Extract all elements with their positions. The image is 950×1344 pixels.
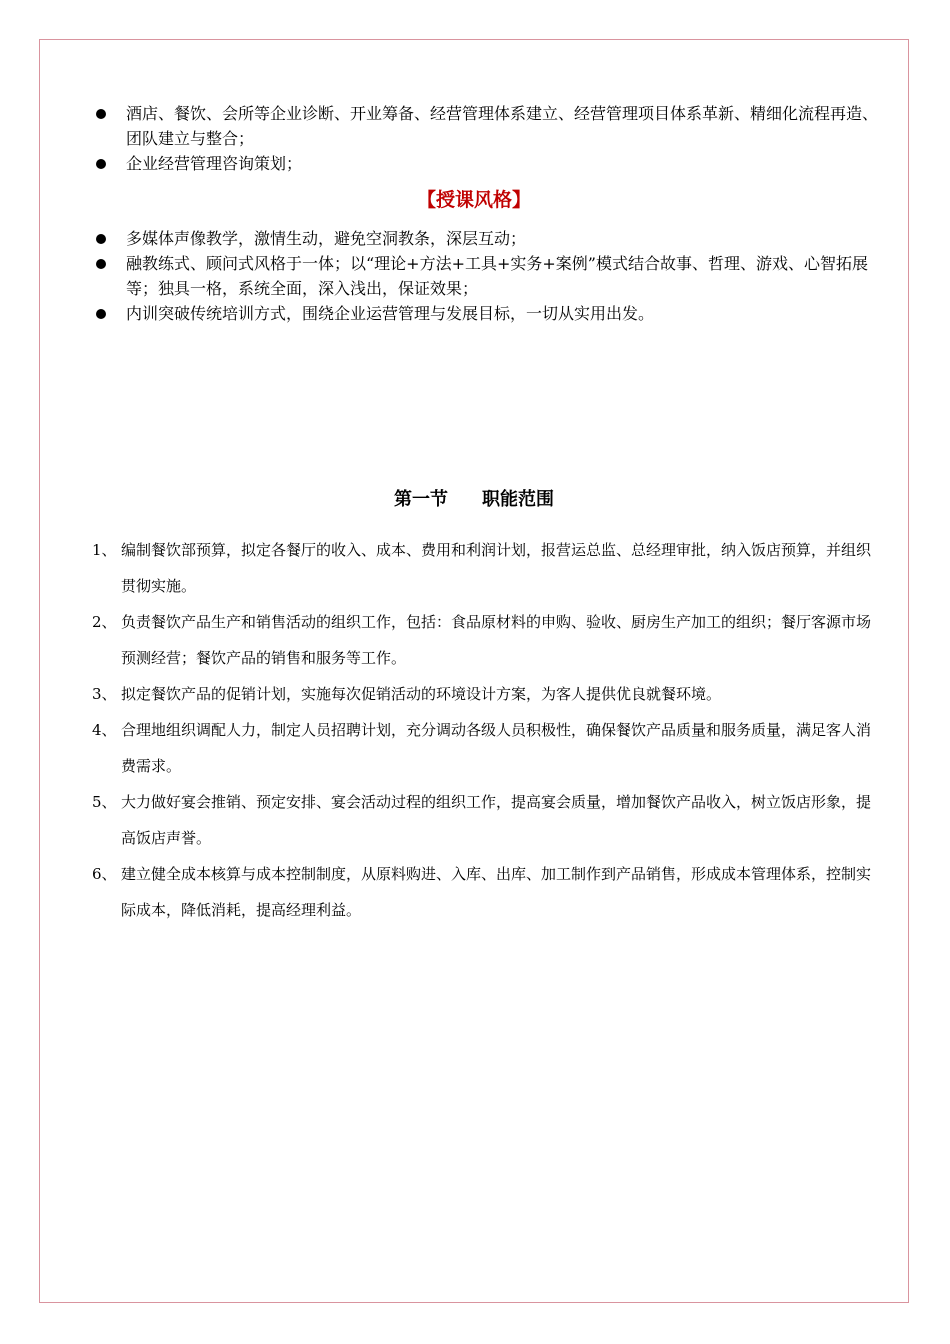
bullet-icon xyxy=(96,234,106,244)
list-item xyxy=(96,301,886,326)
bullet-text: 融教练式、顾问式风格于一体；以“理论+方法+工具+实务+案例”模式结合故事、哲理、游戏、心智拓展等；独具一格，系统全面，深入浅出，保证效果； xyxy=(126,254,868,298)
bullet-icon xyxy=(96,109,106,119)
duty-number: 2、 xyxy=(92,613,117,631)
document-page xyxy=(39,39,909,1303)
duty-text: 建立健全成本核算与成本控制制度，从原料购进、入库、出库、加工制作到产品销售，形成成本管理体系，控制实际成本，降低消耗，提高经理利益。 xyxy=(121,865,872,919)
duty-number: 6、 xyxy=(92,865,117,883)
bullet-icon xyxy=(96,259,106,269)
list-item xyxy=(96,151,886,176)
duty-item xyxy=(92,532,872,604)
section-title xyxy=(40,487,908,513)
duty-text: 合理地组织调配人力，制定人员招聘计划，充分调动各级人员积极性，确保餐饮产品质量和服务质量，满足客人消费需求。 xyxy=(121,721,872,775)
bullet-text: 酒店、餐饮、会所等企业诊断、开业筹备、经营管理体系建立、经营管理项目体系革新、精细化流程再造、团队建立与整合； xyxy=(126,104,879,148)
duty-number: 4、 xyxy=(92,721,117,739)
duty-number: 3、 xyxy=(92,685,117,703)
duty-item xyxy=(92,712,872,784)
service-bullet-list xyxy=(96,101,886,176)
duty-number: 5、 xyxy=(92,793,117,811)
duty-text: 大力做好宴会推销、预定安排、宴会活动过程的组织工作，提高宴会质量，增加餐饮产品收入，树立饭店形象，提高饭店声誉。 xyxy=(121,793,872,847)
list-item xyxy=(96,226,886,251)
bullet-icon xyxy=(96,309,106,319)
bullet-text: 内训突破传统培训方式，围绕企业运营管理与发展目标，一切从实用出发。 xyxy=(126,304,655,323)
list-item xyxy=(96,101,886,151)
teaching-style-list xyxy=(96,226,886,326)
duty-item xyxy=(92,856,872,928)
duty-item xyxy=(92,784,872,856)
duty-item xyxy=(92,604,872,676)
bullet-icon xyxy=(96,159,106,169)
duty-number: 1、 xyxy=(92,541,117,559)
duty-list xyxy=(92,532,872,928)
bullet-text: 企业经营管理咨询策划； xyxy=(126,154,303,173)
bullet-text: 多媒体声像教学，激情生动，避免空洞教条，深层互动； xyxy=(126,229,527,248)
duty-text: 拟定餐饮产品的促销计划，实施每次促销活动的环境设计方案，为客人提供优良就餐环境。 xyxy=(121,685,722,703)
section-number: 第一节 xyxy=(394,489,448,510)
duty-item xyxy=(92,676,872,712)
teaching-style-heading: 【授课风格】 xyxy=(416,189,531,211)
section-name: 职能范围 xyxy=(482,489,554,510)
list-item xyxy=(96,251,886,301)
duty-text: 负责餐饮产品生产和销售活动的组织工作，包括：食品原材料的申购、验收、厨房生产加工的组织；餐厅客源市场预测经营；餐饮产品的销售和服务等工作。 xyxy=(121,613,872,667)
duty-text: 编制餐饮部预算，拟定各餐厅的收入、成本、费用和利润计划，报营运总监、总经理审批，纳入饭店预算，并组织贯彻实施。 xyxy=(121,541,872,595)
